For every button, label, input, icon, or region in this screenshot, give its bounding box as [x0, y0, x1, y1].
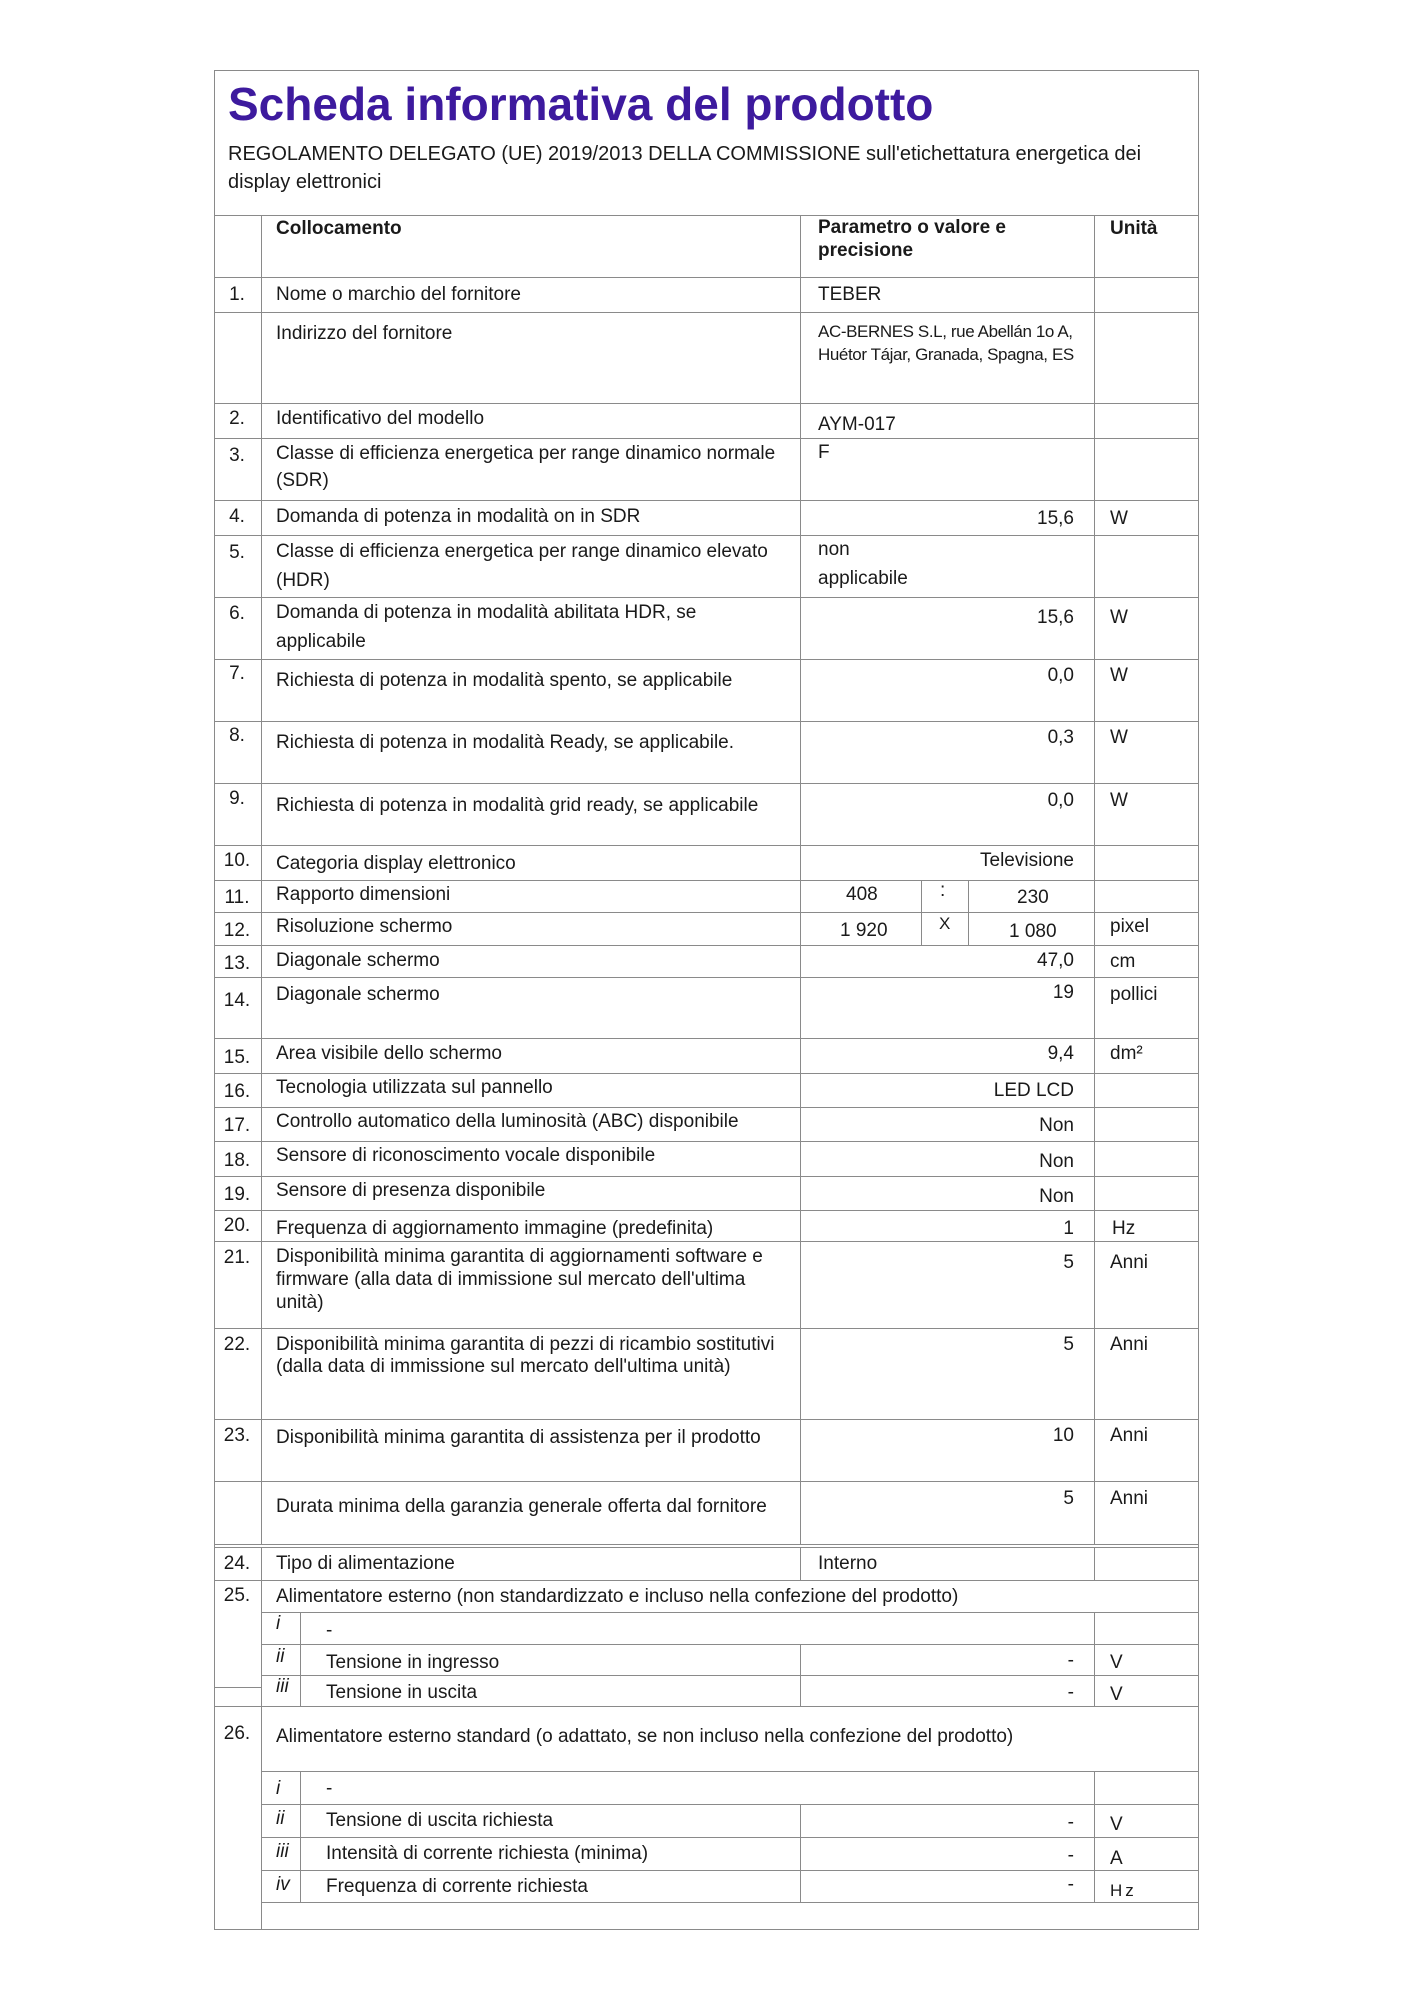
grid-ready-power-unit: W [1110, 790, 1128, 811]
sub-item-roman: iii [276, 1676, 289, 1697]
sheet-title: Scheda informativa del prodotto [228, 78, 934, 130]
support-availability-unit: Anni [1110, 1425, 1149, 1446]
row-number: 21. [223, 1247, 251, 1268]
cell [1094, 1073, 1199, 1108]
row-number: 3. [229, 445, 245, 466]
model-id-value: AYM-017 [818, 414, 896, 435]
display-category-value: Televisione [980, 850, 1074, 871]
hdr-class-value-line2: applicabile [818, 568, 908, 589]
model-id-label: Identificativo del modello [276, 408, 485, 429]
row-number: 4. [229, 506, 245, 527]
row-number: 9. [229, 788, 245, 809]
spare-parts-unit: Anni [1110, 1334, 1149, 1355]
standard-psu-sub-i: - [326, 1778, 333, 1799]
software-updates-value: 5 [1063, 1252, 1074, 1273]
external-psu-output-voltage-label: Tensione in uscita [326, 1682, 478, 1703]
row-number: 13. [223, 953, 251, 974]
hdr-class-label: Classe di efficienza energetica per range dinamico elevato (HDR) [276, 541, 768, 591]
resolution-label: Risoluzione schermo [276, 916, 453, 937]
external-psu-output-voltage-unit: V [1110, 1684, 1123, 1705]
cell [800, 438, 1095, 501]
cell [1094, 1107, 1199, 1142]
warranty-unit: Anni [1110, 1488, 1149, 1509]
external-psu-input-voltage-value: - [1067, 1650, 1074, 1671]
sub-item-roman: iv [276, 1874, 290, 1895]
row-number: 25. [223, 1585, 251, 1606]
sdr-power-value: 15,6 [1037, 508, 1074, 529]
resolution-horizontal: 1 920 [840, 920, 888, 941]
supplier-name-value: TEBER [818, 284, 882, 305]
display-category-label: Categoria display elettronico [276, 853, 516, 874]
row-number: 24. [223, 1553, 251, 1574]
sdr-class-label: Classe di efficienza energetica per range dinamico normale (SDR) [276, 443, 776, 491]
power-supply-type-value: Interno [818, 1553, 878, 1574]
row-number: 5. [229, 542, 245, 563]
voice-sensor-label: Sensore di riconoscimento vocale disponibile [276, 1145, 656, 1166]
sheet-subtitle: REGOLAMENTO DELEGATO (UE) 2019/2013 DELLA COMMISSIONE sull'etichettatura energetica dei display elettronici [228, 143, 1142, 193]
cell [1094, 1176, 1199, 1211]
row-number: 7. [229, 663, 245, 684]
spare-parts-label: Disponibilità minima garantita di pezzi di ricambio sostitutivi (dalla data di immissione sul mercato dell'ultima unità) [276, 1334, 775, 1377]
external-psu-sub-i: - [326, 1620, 333, 1641]
warranty-value: 5 [1063, 1488, 1074, 1509]
row-number: 23. [223, 1425, 251, 1446]
row-number: 16. [223, 1081, 251, 1102]
cell [300, 1612, 1095, 1645]
abc-value: Non [1039, 1115, 1074, 1136]
standard-psu-frequency-value: - [1067, 1874, 1074, 1895]
sub-item-roman: ii [276, 1808, 285, 1829]
cell [1094, 403, 1199, 439]
resolution-unit: pixel [1110, 916, 1150, 937]
sub-item-roman: i [276, 1778, 281, 1799]
off-power-label: Richiesta di potenza in modalità spento, se applicabile [276, 670, 733, 691]
row-number: 19. [223, 1184, 251, 1205]
aspect-ratio-width: 408 [846, 884, 878, 905]
standard-psu-output-voltage-value: - [1067, 1812, 1074, 1833]
power-supply-type-label: Tipo di alimentazione [276, 1553, 455, 1574]
refresh-rate-unit: Hz [1112, 1218, 1136, 1239]
software-updates-unit: Anni [1110, 1252, 1149, 1273]
diagonal-inch-unit: pollici [1110, 984, 1158, 1005]
cell [1094, 312, 1199, 404]
header-collocamento: Collocamento [276, 218, 402, 239]
ready-power-unit: W [1110, 727, 1128, 748]
cell [261, 1612, 301, 1645]
diagonal-inch-value: 19 [1052, 982, 1074, 1003]
cell [1094, 277, 1199, 313]
row-number: 20. [223, 1215, 251, 1236]
cell [300, 1771, 1095, 1805]
row-number: 26. [223, 1723, 251, 1744]
panel-technology-value: LED LCD [993, 1080, 1074, 1101]
header-cell-num [214, 215, 262, 278]
refresh-rate-label: Frequenza di aggiornamento immagine (predefinita) [276, 1218, 714, 1239]
aspect-ratio-label: Rapporto dimensioni [276, 884, 451, 905]
row-number: 12. [223, 920, 251, 941]
warranty-label: Durata minima della garanzia generale offerta dal fornitore [276, 1496, 767, 1517]
hdr-class-value-line1: non [818, 539, 850, 560]
hdr-power-unit: W [1110, 607, 1128, 628]
external-psu-label: Alimentatore esterno (non standardizzato e incluso nella confezione del prodotto) [276, 1586, 959, 1607]
row-number: 17. [223, 1115, 251, 1136]
grid-ready-power-label: Richiesta di potenza in modalità grid ready, se applicabile [276, 795, 759, 816]
presence-sensor-label: Sensore di presenza disponibile [276, 1180, 546, 1201]
resolution-vertical: 1 080 [1009, 921, 1057, 942]
grid-ready-power-value: 0,0 [1047, 790, 1074, 811]
standard-psu-current-unit: A [1110, 1848, 1123, 1869]
cell [1094, 845, 1199, 881]
standard-psu-output-voltage-unit: V [1110, 1814, 1123, 1835]
supplier-address-label: Indirizzo del fornitore [276, 323, 453, 344]
spare-parts-value: 5 [1063, 1334, 1074, 1355]
external-psu-input-voltage-label: Tensione in ingresso [326, 1652, 500, 1673]
refresh-rate-value: 1 [1063, 1218, 1074, 1239]
standard-psu-frequency-unit: Hz [1110, 1881, 1137, 1900]
row-number: 2. [229, 408, 245, 429]
software-updates-label: Disponibilità minima garantita di aggiornamenti software e firmware (alla data di immissione sul mercato dell'ultima unità) [276, 1246, 763, 1313]
row-number: 15. [223, 1047, 251, 1068]
sdr-class-value: F [818, 442, 830, 463]
cell [214, 1481, 262, 1545]
sub-item-roman: iii [276, 1841, 289, 1862]
cell [214, 312, 262, 404]
cell [261, 1771, 301, 1805]
support-availability-label: Disponibilità minima garantita di assistenza per il prodotto [276, 1427, 761, 1448]
aspect-ratio-separator: : [940, 880, 946, 901]
resolution-separator: X [939, 914, 951, 933]
standard-psu-output-voltage-label: Tensione di uscita richiesta [326, 1810, 554, 1831]
off-power-value: 0,0 [1047, 665, 1074, 686]
diagonal-cm-value: 47,0 [1037, 950, 1074, 971]
product-information-sheet [214, 70, 1199, 1930]
ready-power-label: Richiesta di potenza in modalità Ready, se applicabile. [276, 732, 735, 753]
aspect-ratio-height: 230 [1017, 887, 1049, 908]
sdr-power-unit: W [1110, 508, 1128, 529]
cell [1094, 1771, 1199, 1805]
hdr-power-value: 15,6 [1037, 607, 1074, 628]
supplier-name-label: Nome o marchio del fornitore [276, 284, 521, 305]
supplier-address-value: AC-BERNES S.L, rue Abellán 1o A, Huétor Tájar, Granada, Spagna, ES [818, 322, 1074, 364]
row-number: 8. [229, 725, 245, 746]
sub-item-roman: ii [276, 1646, 285, 1667]
cell [1094, 1612, 1199, 1645]
diagonal-cm-label: Diagonale schermo [276, 950, 440, 971]
row-number: 6. [229, 603, 245, 624]
external-psu-input-voltage-unit: V [1110, 1652, 1123, 1673]
diagonal-inch-label: Diagonale schermo [276, 984, 440, 1005]
cell [1094, 1210, 1199, 1242]
standard-psu-frequency-label: Frequenza di corrente richiesta [326, 1876, 588, 1897]
diagonal-cm-unit: cm [1110, 951, 1136, 972]
visible-area-value: 9,4 [1047, 1043, 1074, 1064]
presence-sensor-value: Non [1039, 1186, 1074, 1207]
visible-area-unit: dm² [1110, 1043, 1143, 1064]
sub-item-roman: i [276, 1613, 281, 1634]
ready-power-value: 0,3 [1047, 727, 1074, 748]
cell [1094, 535, 1199, 598]
cell [1094, 1547, 1199, 1581]
row-number: 14. [223, 990, 251, 1011]
external-psu-output-voltage-value: - [1067, 1682, 1074, 1703]
voice-sensor-value: Non [1039, 1151, 1074, 1172]
cell [1094, 880, 1199, 913]
row-number: 11. [224, 887, 250, 908]
row-number: 10. [223, 850, 251, 871]
sdr-power-label: Domanda di potenza in modalità on in SDR [276, 506, 641, 527]
support-availability-value: 10 [1052, 1425, 1074, 1446]
row-number: 22. [223, 1334, 251, 1355]
off-power-unit: W [1110, 665, 1128, 686]
standard-psu-label: Alimentatore esterno standard (o adattato, se non incluso nella confezione del prodotto) [276, 1726, 1014, 1747]
panel-technology-label: Tecnologia utilizzata sul pannello [276, 1077, 553, 1098]
header-parametro: Parametro o valore e precisione [818, 217, 1006, 261]
row-number: 18. [223, 1150, 251, 1171]
visible-area-label: Area visibile dello schermo [276, 1043, 502, 1064]
abc-label: Controllo automatico della luminosità (ABC) disponibile [276, 1111, 739, 1132]
standard-psu-current-value: - [1067, 1845, 1074, 1866]
row-number: 1. [229, 284, 245, 305]
cell [1094, 438, 1199, 501]
hdr-power-label: Domanda di potenza in modalità abilitata HDR, se applicabile [276, 602, 697, 652]
standard-psu-current-label: Intensità di corrente richiesta (minima) [326, 1843, 649, 1864]
cell [1094, 1141, 1199, 1177]
header-unita: Unità [1110, 218, 1158, 239]
